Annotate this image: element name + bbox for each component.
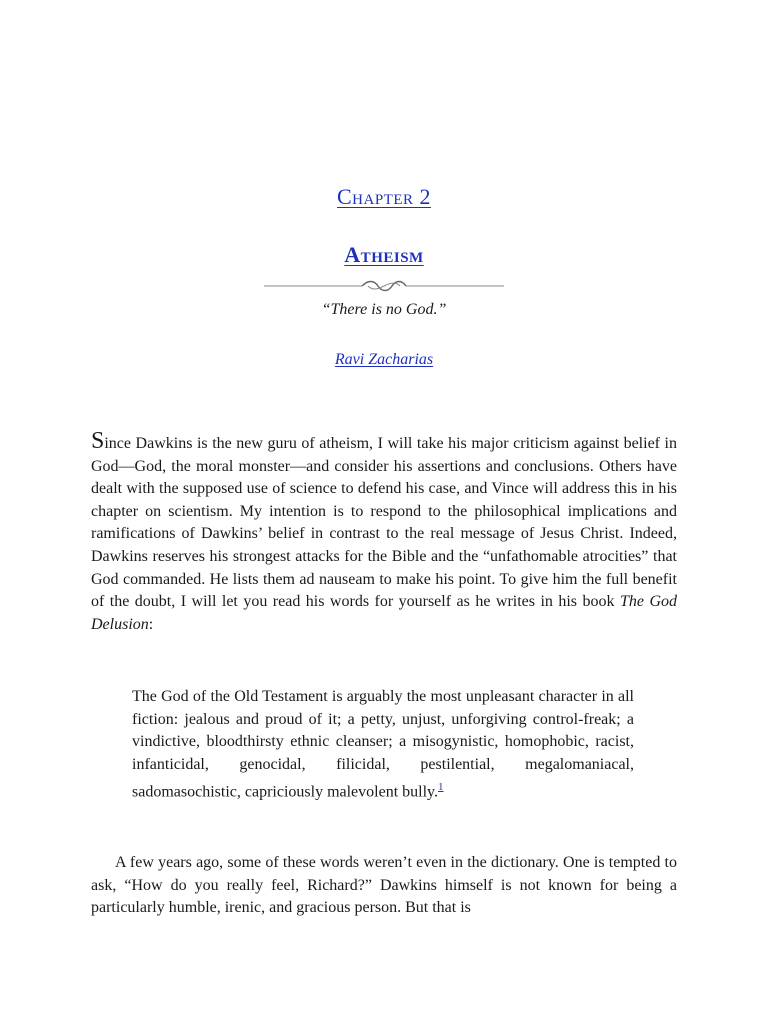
body-paragraph (91, 428, 678, 636)
block-quote (132, 686, 634, 804)
chapter-title-link[interactable]: Atheism (344, 242, 424, 267)
chapter-number-link[interactable]: Chapter 2 (336, 184, 431, 209)
paragraph-text: A few years ago, some of these words weren’t even in the dictionary. One is tempted to ask, “How do you really feel, Richard?” Dawkins himself is not known for being a particularly humble, irenic, and gracious person. But that is (91, 854, 677, 917)
epigraph: “There is no God.” (321, 301, 447, 318)
ornament-divider (264, 278, 504, 294)
book-title: The God Delusion (91, 593, 678, 633)
footnote-reference-link[interactable]: 1 (438, 781, 444, 794)
body-paragraph (91, 852, 677, 920)
paragraph-end: : (148, 615, 154, 633)
quote-text: The God of the Old Testament is arguably the most unpleasant character in all fiction: jealous and proud of it; a petty, unjust, unforgiving control-freak; a vindictive, bloodthirsty ethnic cleanser; a misogynistic, homophobic, racist, infanticidal, genocidal, filicidal, pestilential, megalomaniacal, sadomasochistic, capriciously malevolent bully. (132, 688, 634, 801)
paragraph-text: ince Dawkins is the new guru of atheism, I will take his major criticism against belief in God—God, the moral monster—and consider his assertions and conclusions. Others have dealt with the supposed use of science to defend his case, and Vince will address this in his chapter on scientism. My intention is to respond to the philosophical implications and ramifications of Dawkins’ belief in contrast to the real message of Jesus Christ. Indeed, Dawkins reserves his strongest attacks for the Bible and the “unfathomable atrocities” that God commanded. He lists them ad nauseam to make his point. To give him the full benefit of the doubt, I will let you read his words for yourself as he writes in his book (91, 435, 677, 611)
epigraph-attribution-link[interactable]: Ravi Zacharias (334, 351, 434, 368)
drop-cap: S (91, 428, 105, 454)
